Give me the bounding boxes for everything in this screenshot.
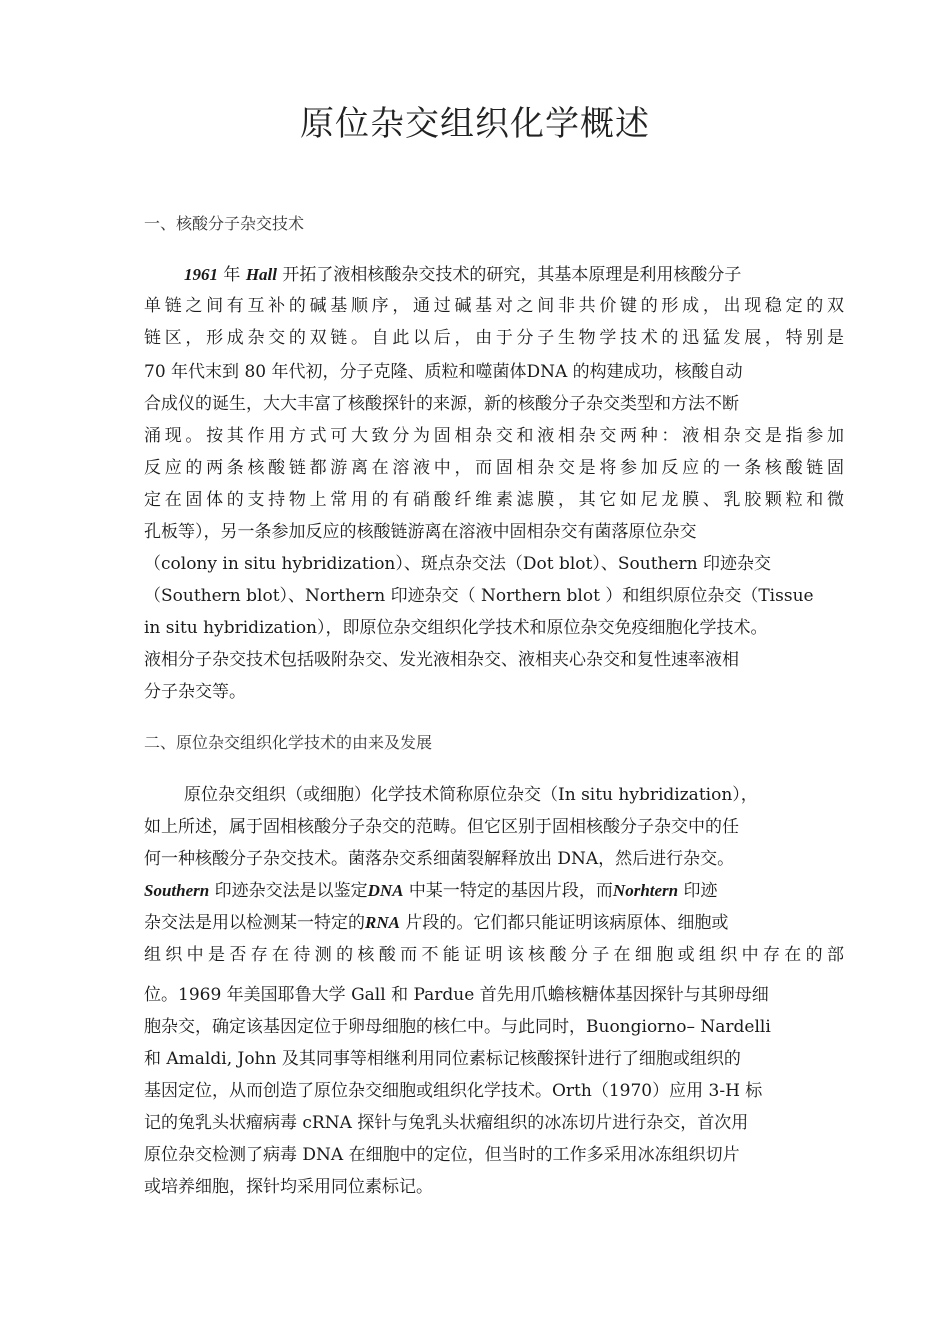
emphasis-text: Southern — [144, 881, 210, 900]
emphasis-text: RNA — [365, 913, 400, 932]
text-line — [144, 617, 844, 639]
line-text: 开拓了液相核酸杂交技术的研究，其基本原理是利用核酸分子 — [276, 265, 742, 285]
text-line — [144, 295, 844, 317]
line-text: 中某一特定的基因片段，而 — [403, 881, 613, 901]
line-text: 70 年代末到 80 年代初，分子克隆、质粒和噬菌体DNA 的构建成功，核酸自动 — [144, 362, 743, 382]
section-heading-1: 一、核酸分子杂交技术 — [144, 214, 305, 233]
line-text: 涌现。按其作用方式可大致分为固相杂交和液相杂交两种：液相杂交是指参加 — [144, 426, 844, 446]
line-text: 印迹杂交法是以鉴定 — [209, 881, 368, 901]
line-text: 和 Amaldi, John 及其同事等相继利用同位素标记核酸探针进行了细胞或组织的 — [144, 1049, 741, 1069]
line-text: 何一种核酸分子杂交技术。菌落杂交系细菌裂解释放出 DNA，然后进行杂交。 — [144, 849, 735, 869]
text-line — [144, 327, 844, 349]
text-line — [144, 944, 844, 966]
text-line — [144, 1112, 844, 1134]
line-text: 孔板等），另一条参加反应的核酸链游离在溶液中固相杂交有菌落原位杂交 — [144, 522, 697, 542]
text-line — [144, 912, 844, 934]
text-line — [144, 489, 844, 511]
line-text: 链区，形成杂交的双链。自此以后，由于分子生物学技术的迅猛发展，特别是 — [144, 328, 844, 348]
line-text: 位。1969 年美国耶鲁大学 Gall 和 Pardue 首先用爪蟾核糖体基因探针与其卵母细 — [144, 985, 769, 1005]
line-text: 基因定位，从而创造了原位杂交细胞或组织化学技术。Orth（1970）应用 3-H 标 — [144, 1081, 763, 1101]
line-text: 反应的两条核酸链都游离在溶液中，而固相杂交是将参加反应的一条核酸链固 — [144, 458, 844, 478]
line-text: in situ hybridization），即原位杂交组织化学技术和原位杂交免疫细胞化学技术。 — [144, 618, 768, 638]
text-line — [144, 649, 844, 671]
text-line — [144, 521, 844, 543]
text-line — [144, 553, 844, 575]
line-text: 胞杂交，确定该基因定位于卵母细胞的核仁中。与此同时，Buongiorno– Nardelli — [144, 1017, 771, 1037]
line-text: 如上所述，属于固相核酸分子杂交的范畴。但它区别于固相核酸分子杂交中的任 — [144, 817, 739, 837]
text-line — [144, 880, 844, 902]
page-title: 原位杂交组织化学概述 — [300, 104, 650, 144]
line-text: 液相分子杂交技术包括吸附杂交、发光液相杂交、液相夹心杂交和复性速率液相 — [144, 650, 739, 670]
section-heading-2: 二、原位杂交组织化学技术的由来及发展 — [144, 733, 433, 752]
text-line — [144, 1016, 844, 1038]
text-line — [144, 1048, 844, 1070]
text-line — [144, 585, 844, 607]
line-text: 原位杂交检测了病毒 DNA 在细胞中的定位，但当时的工作多采用冰冻组织切片 — [144, 1145, 740, 1165]
text-line — [144, 1144, 844, 1166]
line-text: 片段的。它们都只能证明该病原体、细胞或 — [399, 913, 729, 933]
line-text: 分子杂交等。 — [144, 682, 246, 702]
emphasis-text: Norhtern — [612, 881, 679, 900]
text-line — [144, 1080, 844, 1102]
line-text: 合成仪的诞生，大大丰富了核酸探针的来源，新的核酸分子杂交类型和方法不断 — [144, 394, 739, 414]
line-text: （colony in situ hybridization）、斑点杂交法（Dot blot）、Southern 印迹杂交 — [144, 554, 772, 574]
emphasis-text: Hall — [245, 265, 277, 284]
text-line — [144, 681, 844, 703]
text-line — [144, 984, 844, 1006]
text-line — [144, 1176, 844, 1198]
text-line — [144, 393, 844, 415]
text-line — [144, 457, 844, 479]
emphasis-text: 1961 — [184, 265, 218, 284]
text-line — [144, 361, 844, 383]
text-line — [144, 425, 844, 447]
line-text: （Southern blot）、Northern 印迹杂交（ Northern blot ）和组织原位杂交（Tissue — [144, 586, 814, 606]
text-line — [144, 848, 844, 870]
line-text: 杂交法是用以检测某一特定的 — [144, 913, 365, 933]
line-text: 组织中是否存在待测的核酸而不能证明该核酸分子在细胞或组织中存在的部 — [144, 945, 844, 965]
emphasis-text: DNA — [367, 881, 404, 900]
line-text: 定在固体的支持物上常用的有硝酸纤维素滤膜，其它如尼龙膜、乳胶颗粒和微 — [144, 490, 844, 510]
text-line — [144, 816, 844, 838]
text-line — [184, 264, 844, 286]
line-text: 或培养细胞，探针均采用同位素标记。 — [144, 1177, 433, 1197]
text-line — [184, 784, 844, 806]
line-text: 记的兔乳头状瘤病毒 cRNA 探针与兔乳头状瘤组织的冰冻切片进行杂交，首次用 — [144, 1113, 749, 1133]
line-text: 单链之间有互补的碱基顺序，通过碱基对之间非共价键的形成，出现稳定的双 — [144, 296, 844, 316]
line-text: 印迹 — [678, 881, 718, 901]
line-text: 年 — [218, 265, 246, 285]
line-text: 原位杂交组织（或细胞）化学技术简称原位杂交（In situ hybridization）， — [184, 785, 758, 805]
